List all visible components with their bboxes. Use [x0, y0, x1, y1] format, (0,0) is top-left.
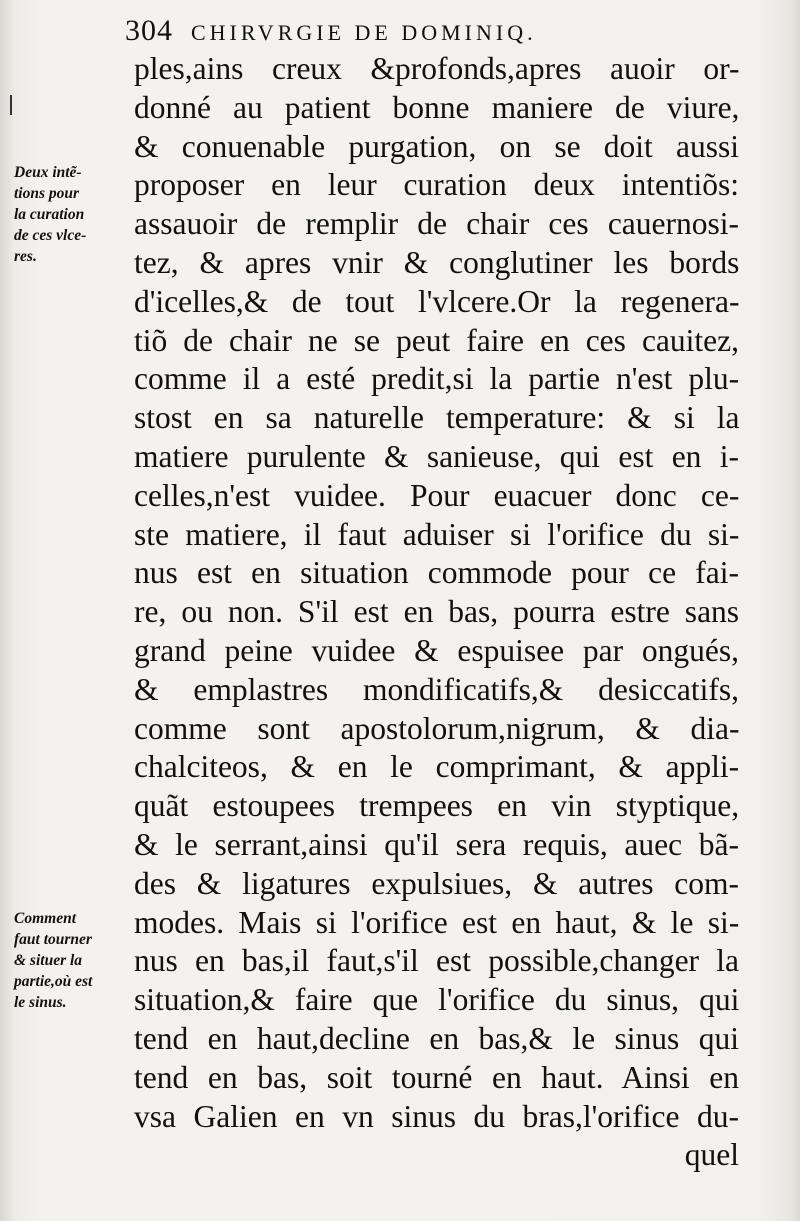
text-line: matiere purulente & sanieuse, qui est en i- — [134, 438, 739, 474]
text-line: donné au patient bonne maniere de viure, — [134, 89, 740, 125]
text-line: d'icelles,& de tout l'vlcere.Or la regenera- — [134, 283, 740, 319]
text-line: grand peine vuidee & espuisee par ongués, — [134, 632, 739, 668]
body-text — [134, 50, 739, 1175]
text-line: modes. Mais si l'orifice est en haut, & le si- — [134, 904, 740, 940]
text-line: comme sont apostolorum,nigrum, & dia- — [134, 710, 740, 746]
margin-note-line: faut tourner — [14, 931, 92, 948]
text-line: stost en sa naturelle temperature: & si la — [134, 400, 740, 436]
margin-note-line: Deux intẽ- — [14, 164, 82, 181]
text-line: quãt estoupees trempees en vin styptique, — [134, 788, 740, 824]
text-line: celles,n'est vuidee. Pour euacuer donc ce- — [134, 477, 740, 513]
catchword: quel — [684, 1137, 739, 1173]
page-header — [125, 14, 735, 50]
gutter-mark — [10, 95, 12, 115]
text-line: tend en haut,decline en bas,& le sinus qui — [134, 1020, 739, 1056]
text-line: comme il a esté predit,si la partie n'est plu- — [134, 361, 740, 397]
page-number: 304 — [125, 14, 173, 47]
text-line: chalciteos, & en le comprimant, & appli- — [134, 749, 740, 785]
text-line: ples,ains creux &profonds,apres auoir or- — [134, 51, 740, 86]
margin-note-situation — [14, 908, 132, 1013]
text-line: ste matiere, il faut aduiser si l'orifice du si- — [134, 516, 740, 552]
text-line: & conuenable purgation, on se doit aussi — [134, 128, 739, 164]
running-title: CHIRVRGIE DE DOMINIQ. — [191, 20, 537, 45]
margin-note-intentions — [14, 162, 132, 267]
margin-note-line: le sinus. — [14, 994, 67, 1011]
text-line: situation,& faire que l'orifice du sinus, qui — [134, 982, 740, 1018]
margin-note-line: res. — [14, 248, 37, 265]
margin-note-line: la curation — [14, 206, 85, 223]
margin-note-line: tions pour — [14, 185, 80, 202]
text-line: & le serrant,ainsi qu'il sera requis, auec bã- — [134, 826, 739, 862]
margin-note-line: de ces vlce- — [14, 227, 87, 244]
text-line: & emplastres mondificatifs,& desiccatifs, — [134, 671, 739, 707]
text-line: nus en bas,il faut,s'il est possible,changer la — [134, 943, 739, 979]
text-line: tend en bas, soit tourné en haut. Ainsi en — [134, 1059, 739, 1095]
text-line: proposer en leur curation deux intentiõs: — [134, 167, 739, 203]
text-line: tez, & apres vnir & conglutiner les bords — [134, 244, 740, 280]
margin-note-line: partie,où est — [14, 973, 93, 990]
text-line: assauoir de remplir de chair ces cauernosi- — [134, 206, 740, 242]
margin-note-line: Comment — [14, 910, 77, 927]
text-line: des & ligatures expulsiues, & autres com- — [134, 865, 739, 901]
text-line: tiõ de chair ne se peut faire en ces cauitez, — [134, 322, 739, 358]
text-line: vsa Galien en vn sinus du bras,l'orifice du- — [134, 1098, 739, 1134]
text-line: nus est en situation commode pour ce fai- — [134, 555, 739, 591]
margin-note-line: & situer la — [14, 952, 83, 969]
text-line: re, ou non. S'il est en bas, pourra estre sans — [134, 594, 740, 630]
